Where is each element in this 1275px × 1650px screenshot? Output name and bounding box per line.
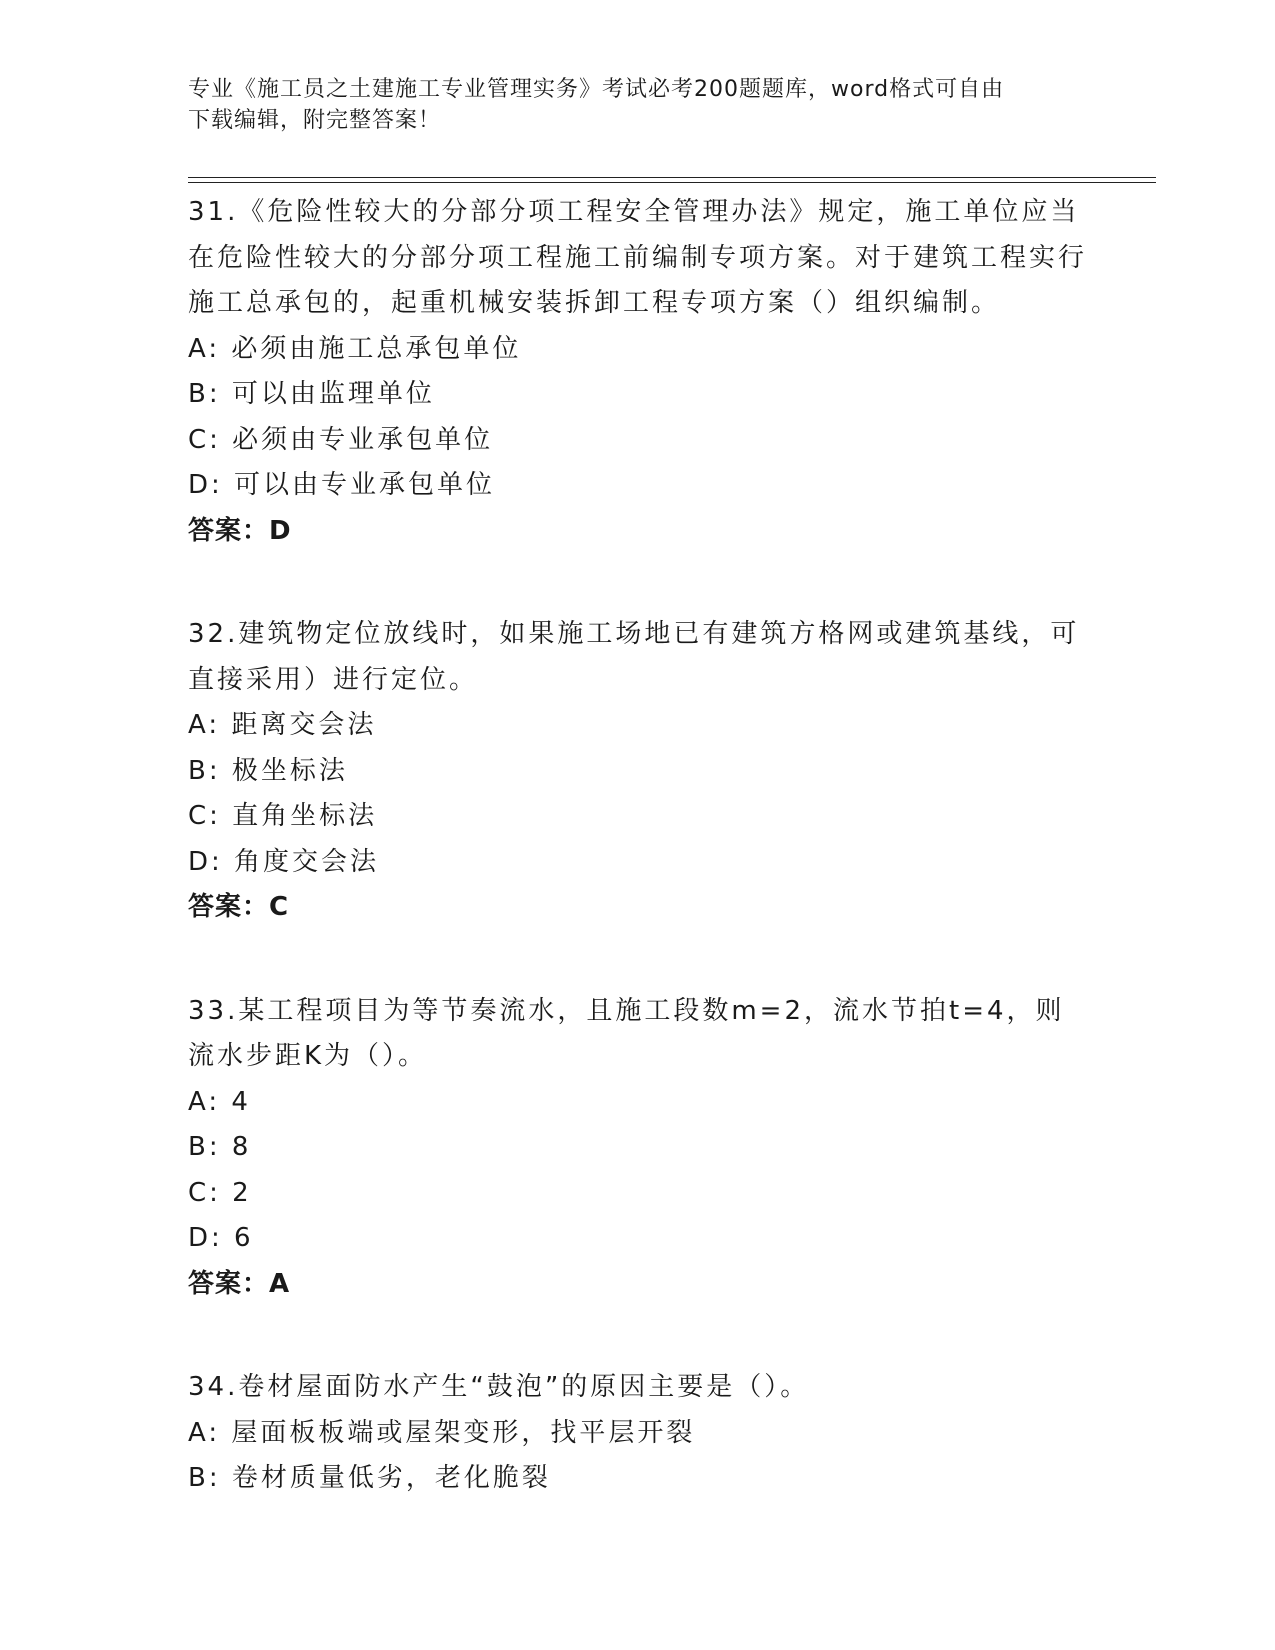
option-b: B: 卷材质量低劣，老化脆裂 bbox=[188, 1463, 551, 1493]
option-d: D: 角度交会法 bbox=[188, 846, 380, 877]
question-stem: 34.卷材屋面防水产生“鼓泡”的原因主要是（）。 bbox=[188, 1372, 810, 1402]
question-stem: 31.《危险性较大的分部分项工程安全管理办法》规定，施工单位应当在危险性较大的分部分项工程施工前编制专项方案。对于建筑工程实行施工总承包的，起重机械安装拆卸工程专项方案（）组织编制。 bbox=[188, 197, 1088, 318]
question-list bbox=[188, 190, 1088, 1560]
option-a: A: 距离交会法 bbox=[188, 710, 377, 740]
header-rule-bottom bbox=[188, 182, 1156, 183]
answer-label: 答案：D bbox=[188, 515, 292, 546]
question-32 bbox=[188, 612, 1088, 931]
question-31 bbox=[188, 190, 1088, 554]
header-line-2: 下载编辑，附完整答案！ bbox=[188, 108, 442, 133]
option-b: B: 8 bbox=[188, 1132, 252, 1162]
question-stem: 32.建筑物定位放线时，如果施工场地已有建筑方格网或建筑基线，可直接采用）进行定位。 bbox=[188, 619, 1080, 695]
header-line-1: 专业《施工员之土建施工专业管理实务》考试必考200题题库，word格式可自由 bbox=[188, 77, 1005, 102]
option-a: A: 4 bbox=[188, 1086, 251, 1117]
question-34 bbox=[188, 1365, 1088, 1502]
option-c: C: 必须由专业承包单位 bbox=[188, 424, 494, 455]
option-a: A: 必须由施工总承包单位 bbox=[188, 333, 522, 364]
option-b: B: 可以由监理单位 bbox=[188, 379, 435, 409]
answer-label: 答案：A bbox=[188, 1268, 291, 1299]
option-b: B: 极坐标法 bbox=[188, 755, 348, 786]
question-33 bbox=[188, 989, 1088, 1308]
question-stem: 33.某工程项目为等节奏流水，且施工段数m=2，流水节拍t=4，则流水步距K为（）。 bbox=[188, 995, 1065, 1071]
header-rule-top bbox=[188, 177, 1156, 178]
answer-label: 答案：C bbox=[188, 892, 290, 922]
option-d: D: 可以由专业承包单位 bbox=[188, 470, 496, 500]
option-c: C: 直角坐标法 bbox=[188, 801, 378, 831]
option-d: D: 6 bbox=[188, 1223, 254, 1253]
option-c: C: 2 bbox=[188, 1177, 252, 1208]
option-a: A: 屋面板板端或屋架变形，找平层开裂 bbox=[188, 1417, 696, 1448]
document-header bbox=[188, 74, 1088, 136]
